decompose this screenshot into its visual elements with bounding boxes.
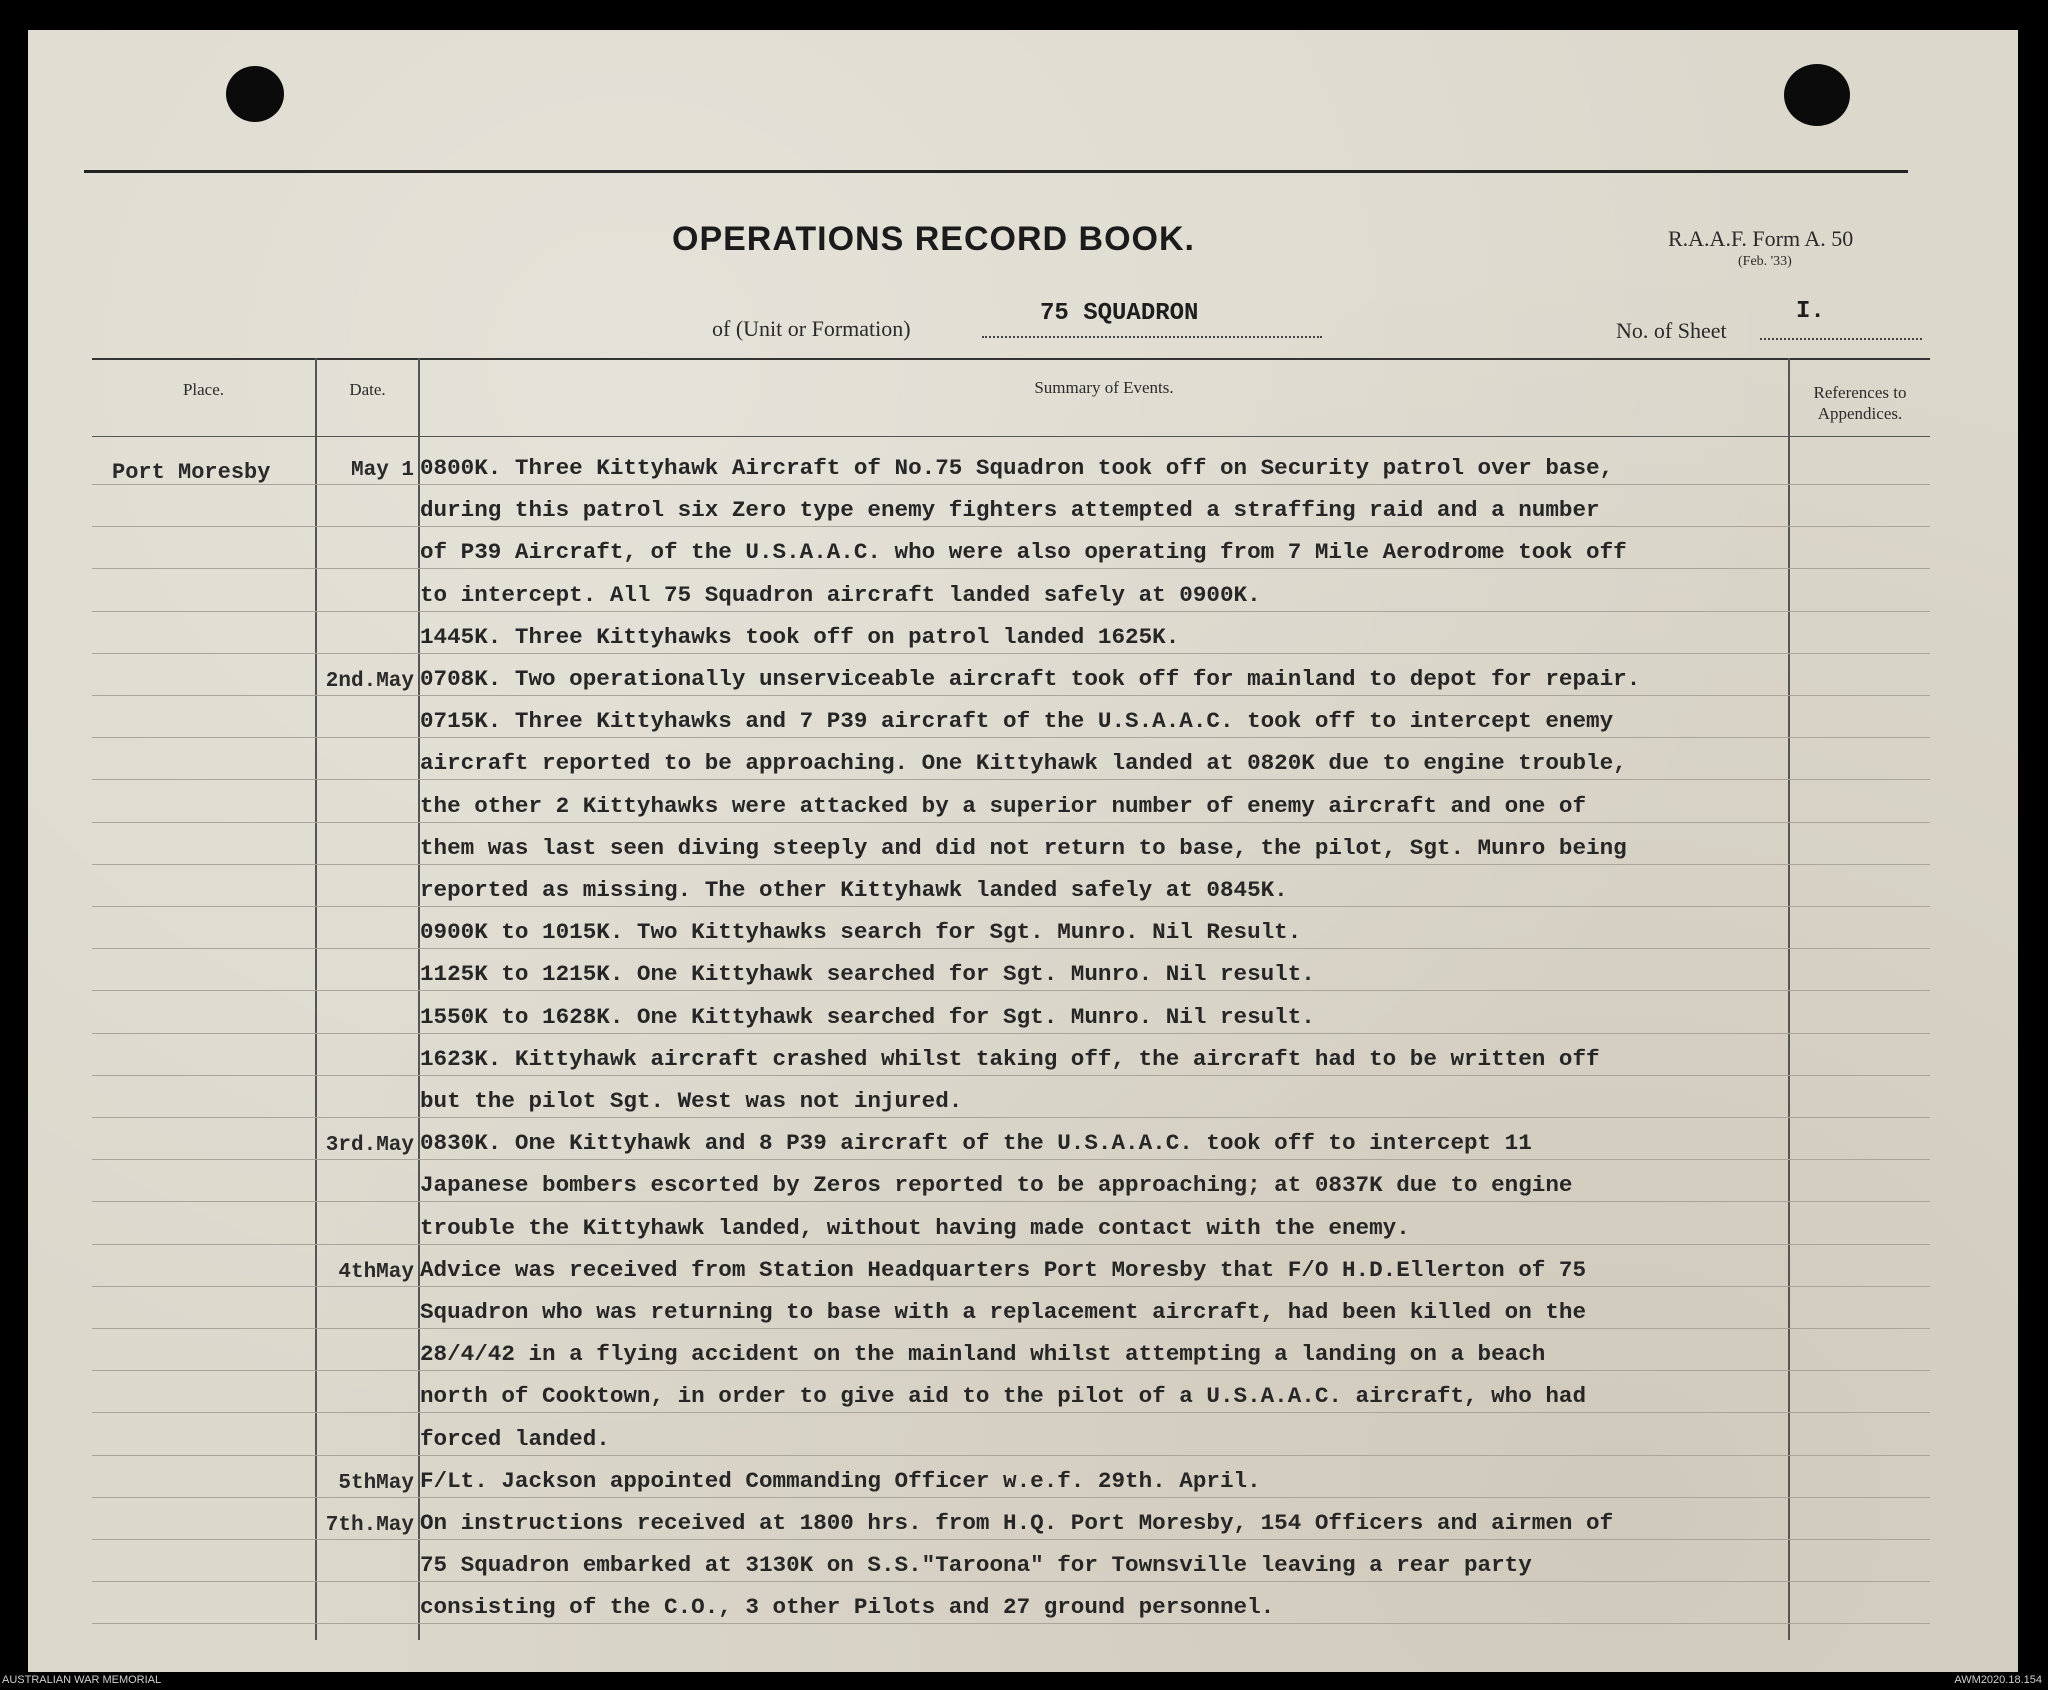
event-line: F/Lt. Jackson appointed Commanding Officer w.e.f. 29th. April. (420, 1467, 1261, 1494)
event-line: north of Cooktown, in order to give aid to the pilot of a U.S.A.A.C. aircraft, who had (420, 1383, 1587, 1410)
event-line: On instructions received at 1800 hrs. from H.Q. Port Moresby, 154 Officers and airmen of (420, 1510, 1614, 1536)
event-line: 0900K to 1015K. Two Kittyhawks search for Sgt. Munro. Nil Result. (420, 919, 1302, 946)
event-line: consisting of the C.O., 3 other Pilots and 27 ground personnel. (420, 1594, 1275, 1621)
date-entry: 4thMay (338, 1260, 414, 1284)
punch-hole (226, 66, 284, 122)
event-line: 0715K. Three Kittyhawks and 7 P39 aircraft of the U.S.A.A.C. took off to intercept enemy (420, 708, 1614, 735)
event-line: Advice was received from Station Headquarters Port Moresby that F/O H.D.Ellerton of 75 (420, 1256, 1587, 1283)
event-line: 0708K. Two operationally unserviceable aircraft took off for mainland to depot for repair. (420, 666, 1641, 692)
sheet-value: I. (1796, 298, 1825, 325)
date-entry: May 1 (350, 459, 414, 482)
event-line: 28/4/42 in a flying accident on the mainland whilst attempting a landing on a beach (420, 1341, 1546, 1368)
event-line: aircraft reported to be approaching. One Kittyhawk landed at 0820K due to engine trouble, (420, 750, 1627, 777)
table-header-rule (92, 436, 1930, 437)
event-line: Squadron who was returning to base with a replacement aircraft, had been killed on the (420, 1299, 1587, 1325)
event-line: but the pilot Sgt. West was not injured. (420, 1088, 963, 1114)
date-entry: 3rd.May (325, 1134, 414, 1158)
event-line: 1125K to 1215K. One Kittyhawk searched for Sgt. Munro. Nil result. (420, 961, 1315, 988)
sheet-label: No. of Sheet (1616, 318, 1727, 343)
column-header-date: Date. (349, 380, 386, 399)
event-line: during this patrol six Zero type enemy fighters attempted a straffing raid and a number (420, 497, 1600, 524)
form-number: R.A.A.F. Form A. 50 (1668, 226, 1854, 251)
column-header-place: Place. (182, 380, 225, 399)
event-line: to intercept. All 75 Squadron aircraft landed safely at 0900K. (420, 581, 1261, 608)
event-line: 1550K to 1628K. One Kittyhawk searched for Sgt. Munro. Nil result. (420, 1003, 1315, 1030)
page-title: OPERATIONS RECORD BOOK. (672, 220, 1195, 258)
unit-label: of (Unit or Formation) (712, 316, 911, 341)
event-line: trouble the Kittyhawk landed, without having made contact with the enemy. (420, 1214, 1410, 1241)
event-line: 75 Squadron embarked at 3130K on S.S."Taroona" for Townsville leaving a rear party (420, 1552, 1532, 1579)
event-line: reported as missing. The other Kittyhawk landed safely at 0845K. (420, 877, 1288, 903)
event-line: 0800K. Three Kittyhawk Aircraft of No.75 Squadron took off on Security patrol over base, (420, 455, 1614, 481)
event-line: the other 2 Kittyhawks were attacked by a superior number of enemy aircraft and one of (420, 792, 1587, 819)
unit-value: 75 SQUADRON (1040, 300, 1199, 327)
punch-hole (1784, 64, 1850, 126)
references-header-line: References to (1813, 383, 1907, 402)
sheet-dotted-line (1760, 338, 1922, 340)
date-entry: 2nd.May (325, 670, 414, 693)
date-entry: 5thMay (338, 1471, 414, 1495)
date-entry: 7th.May (325, 1514, 414, 1537)
event-line: of P39 Aircraft, of the U.S.A.A.C. who were also operating from 7 Mile Aerodrome took off (420, 539, 1627, 566)
event-line: them was last seen diving steeply and did not return to base, the pilot, Sgt. Munro being (420, 834, 1627, 861)
top-rule (84, 170, 1908, 173)
table-top-rule (92, 358, 1930, 360)
form-date: (Feb. '33) (1738, 254, 1792, 269)
event-line: 1445K. Three Kittyhawks took off on patrol landed 1625K. (420, 623, 1180, 650)
unit-dotted-line (982, 336, 1322, 338)
references-header-line: Appendices. (1817, 404, 1903, 423)
event-line: forced landed. (420, 1425, 610, 1452)
event-line: 0830K. One Kittyhawk and 8 P39 aircraft of the U.S.A.A.C. took off to intercept 11 (420, 1130, 1532, 1157)
column-header-summary: Summary of Events. (1034, 378, 1174, 397)
event-line: 1623K. Kittyhawk aircraft crashed whilst taking off, the aircraft had to be written off (420, 1045, 1600, 1072)
footer-credit: AUSTRALIAN WAR MEMORIAL (2, 1674, 162, 1686)
column-header-references (1790, 382, 1930, 424)
footer-accession: AWM2020.18.154 (1954, 1674, 2042, 1686)
place-entry: Port Moresby (112, 460, 271, 485)
event-line: Japanese bombers escorted by Zeros reported to be approaching; at 0837K due to engine (420, 1172, 1573, 1199)
